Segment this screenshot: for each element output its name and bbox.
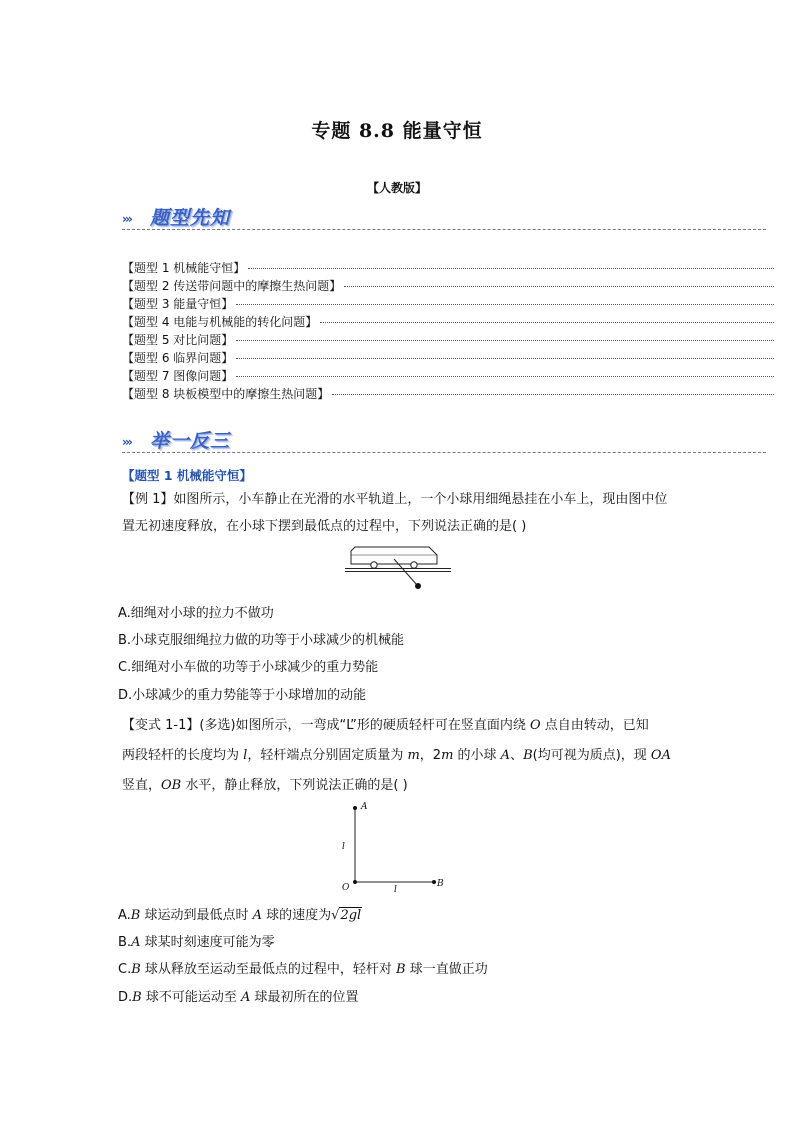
variant-line-3 bbox=[122, 771, 682, 801]
l-shaped-rod-figure bbox=[340, 800, 450, 895]
example-1-option-d: D.小球减少的重力势能等于小球增加的动能 bbox=[118, 688, 367, 703]
toc-item[interactable] bbox=[122, 295, 774, 313]
stem-text: ，2 bbox=[419, 748, 442, 763]
toc-leader-dots bbox=[236, 340, 774, 341]
example-1-tag: 【例 1】 bbox=[122, 492, 174, 507]
option-text: 球一直做正功 bbox=[405, 962, 488, 977]
option-letter: B. bbox=[118, 935, 132, 950]
math-var: B bbox=[131, 962, 141, 977]
cart-wheels bbox=[371, 562, 417, 568]
toc-item-label: 【题型 7 图像问题】 bbox=[122, 369, 234, 383]
stem-text: 竖直， bbox=[122, 778, 162, 793]
stem-text: (多选)如图所示，一弯成“L”形的硬质轻杆可在竖直面内绕 bbox=[199, 718, 530, 733]
toc-leader-dots bbox=[344, 286, 774, 287]
table-of-contents bbox=[122, 259, 774, 403]
math-var: l bbox=[243, 748, 248, 763]
stem-text: 两段轻杆的长度均为 bbox=[122, 748, 244, 763]
stem-text: ，轻杆端点分别固定质量为 bbox=[247, 748, 408, 763]
toc-item-label: 【题型 5 对比问题】 bbox=[122, 333, 234, 347]
option-text: 球最初所在的位置 bbox=[250, 990, 359, 1005]
example-1-option-c: C.细绳对小车做的功等于小球减少的重力势能 bbox=[118, 660, 379, 675]
section-header-preview bbox=[122, 203, 766, 230]
toc-leader-dots bbox=[248, 268, 774, 269]
toc-item-label: 【题型 4 电能与机械能的转化问题】 bbox=[122, 315, 318, 329]
arrow-chevrons-icon: ››› bbox=[122, 435, 131, 449]
option-text: 球某时刻速度可能为零 bbox=[140, 935, 275, 950]
sqrt-radicand: 2gl bbox=[340, 908, 362, 923]
option-text: 球的速度为 bbox=[262, 908, 332, 923]
math-var: OA bbox=[650, 748, 671, 763]
toc-item[interactable] bbox=[122, 367, 774, 385]
label-l-vertical: l bbox=[342, 842, 345, 852]
math-var: OB bbox=[161, 778, 182, 793]
toc-item-label: 【题型 8 块板模型中的摩擦生热问题】 bbox=[122, 387, 330, 401]
toc-item-label: 【题型 6 临界问题】 bbox=[122, 351, 234, 365]
cart-pendulum-figure bbox=[345, 545, 451, 591]
toc-item-label: 【题型 1 机械能守恒】 bbox=[122, 261, 246, 275]
toc-leader-dots bbox=[236, 304, 774, 305]
stem-text: 水平，静止释放，下列说法正确的是( ) bbox=[181, 778, 408, 793]
variant-option-d bbox=[118, 986, 359, 1005]
math-var: B bbox=[130, 908, 141, 923]
option-text: 球运动到最低点时 bbox=[140, 908, 253, 923]
example-1-option-a: A.细绳对小球的拉力不做功 bbox=[118, 606, 274, 621]
toc-leader-dots bbox=[320, 322, 774, 323]
math-var: B bbox=[396, 962, 406, 977]
option-letter: D. bbox=[118, 990, 133, 1005]
toc-item[interactable] bbox=[122, 277, 774, 295]
variant-option-c bbox=[118, 958, 488, 977]
math-var: m bbox=[407, 748, 420, 763]
example-1-option-b: B.小球克服细绳拉力做的功等于小球减少的机械能 bbox=[118, 633, 405, 648]
label-b: B bbox=[437, 879, 444, 889]
toc-item[interactable] bbox=[122, 349, 774, 367]
toc-item[interactable] bbox=[122, 385, 774, 403]
example-1-stem bbox=[122, 486, 672, 540]
stem-text: 点自由转动，已知 bbox=[540, 718, 649, 733]
question-type-title: 【题型 1 机械能守恒】 bbox=[122, 468, 252, 483]
variant-1-1-stem bbox=[122, 711, 682, 801]
track-rails bbox=[345, 569, 451, 572]
variant-option-b bbox=[118, 931, 275, 950]
toc-item-label: 【题型 3 能量守恒】 bbox=[122, 297, 234, 311]
arrow-chevrons-icon: ››› bbox=[122, 212, 131, 226]
variant-line-2 bbox=[122, 741, 682, 771]
variant-tag: 【变式 1-1】 bbox=[122, 718, 200, 733]
toc-leader-dots bbox=[332, 394, 774, 395]
toc-leader-dots bbox=[236, 376, 774, 377]
stem-text: 、 bbox=[510, 748, 524, 763]
variant-option-a bbox=[118, 904, 362, 923]
option-letter: C. bbox=[118, 962, 132, 977]
variant-line-1 bbox=[122, 711, 682, 741]
pivot-o bbox=[353, 880, 357, 884]
section-label-practice: 举一反三 bbox=[150, 430, 231, 452]
math-var: A bbox=[500, 748, 511, 763]
section-label-preview: 题型先知 bbox=[150, 207, 231, 229]
ball-b bbox=[432, 880, 436, 884]
section-header-practice bbox=[122, 426, 766, 453]
stem-text: (均可视为质点)，现 bbox=[532, 748, 651, 763]
math-var: A bbox=[240, 990, 251, 1005]
sqrt-expression: √2gl bbox=[331, 908, 362, 923]
option-letter: A. bbox=[118, 908, 131, 923]
label-o: O bbox=[342, 883, 350, 893]
label-l-horizontal: l bbox=[394, 885, 397, 895]
toc-item-label: 【题型 2 传送带问题中的摩擦生热问题】 bbox=[122, 279, 342, 293]
page-title: 专题 8.8 能量守恒 bbox=[311, 120, 483, 142]
label-a: A bbox=[361, 802, 368, 812]
cart-body bbox=[351, 547, 437, 564]
edition-label: 【人教版】 bbox=[366, 181, 427, 195]
option-text: 球从释放至运动至最低点的过程中，轻杆对 bbox=[140, 962, 397, 977]
math-var: O bbox=[529, 718, 541, 733]
option-text: 球不可能运动至 bbox=[141, 990, 241, 1005]
stem-text: 的小球 bbox=[453, 748, 501, 763]
toc-leader-dots bbox=[236, 358, 774, 359]
math-var: m bbox=[441, 748, 454, 763]
toc-item[interactable] bbox=[122, 313, 774, 331]
toc-item[interactable] bbox=[122, 331, 774, 349]
pendulum-ball bbox=[415, 583, 421, 589]
ball-a bbox=[353, 806, 357, 810]
example-1-text: 如图所示，小车静止在光滑的水平轨道上，一个小球用细绳悬挂在小车上，现由图中位置无初速度释放，在小球下摆到最低点的过程中，下列说法正确的是( ) bbox=[122, 492, 668, 534]
math-var: B bbox=[132, 990, 142, 1005]
math-var: A bbox=[131, 935, 141, 950]
toc-item[interactable] bbox=[122, 259, 774, 277]
math-var: A bbox=[252, 908, 263, 923]
math-var: B bbox=[523, 748, 533, 763]
